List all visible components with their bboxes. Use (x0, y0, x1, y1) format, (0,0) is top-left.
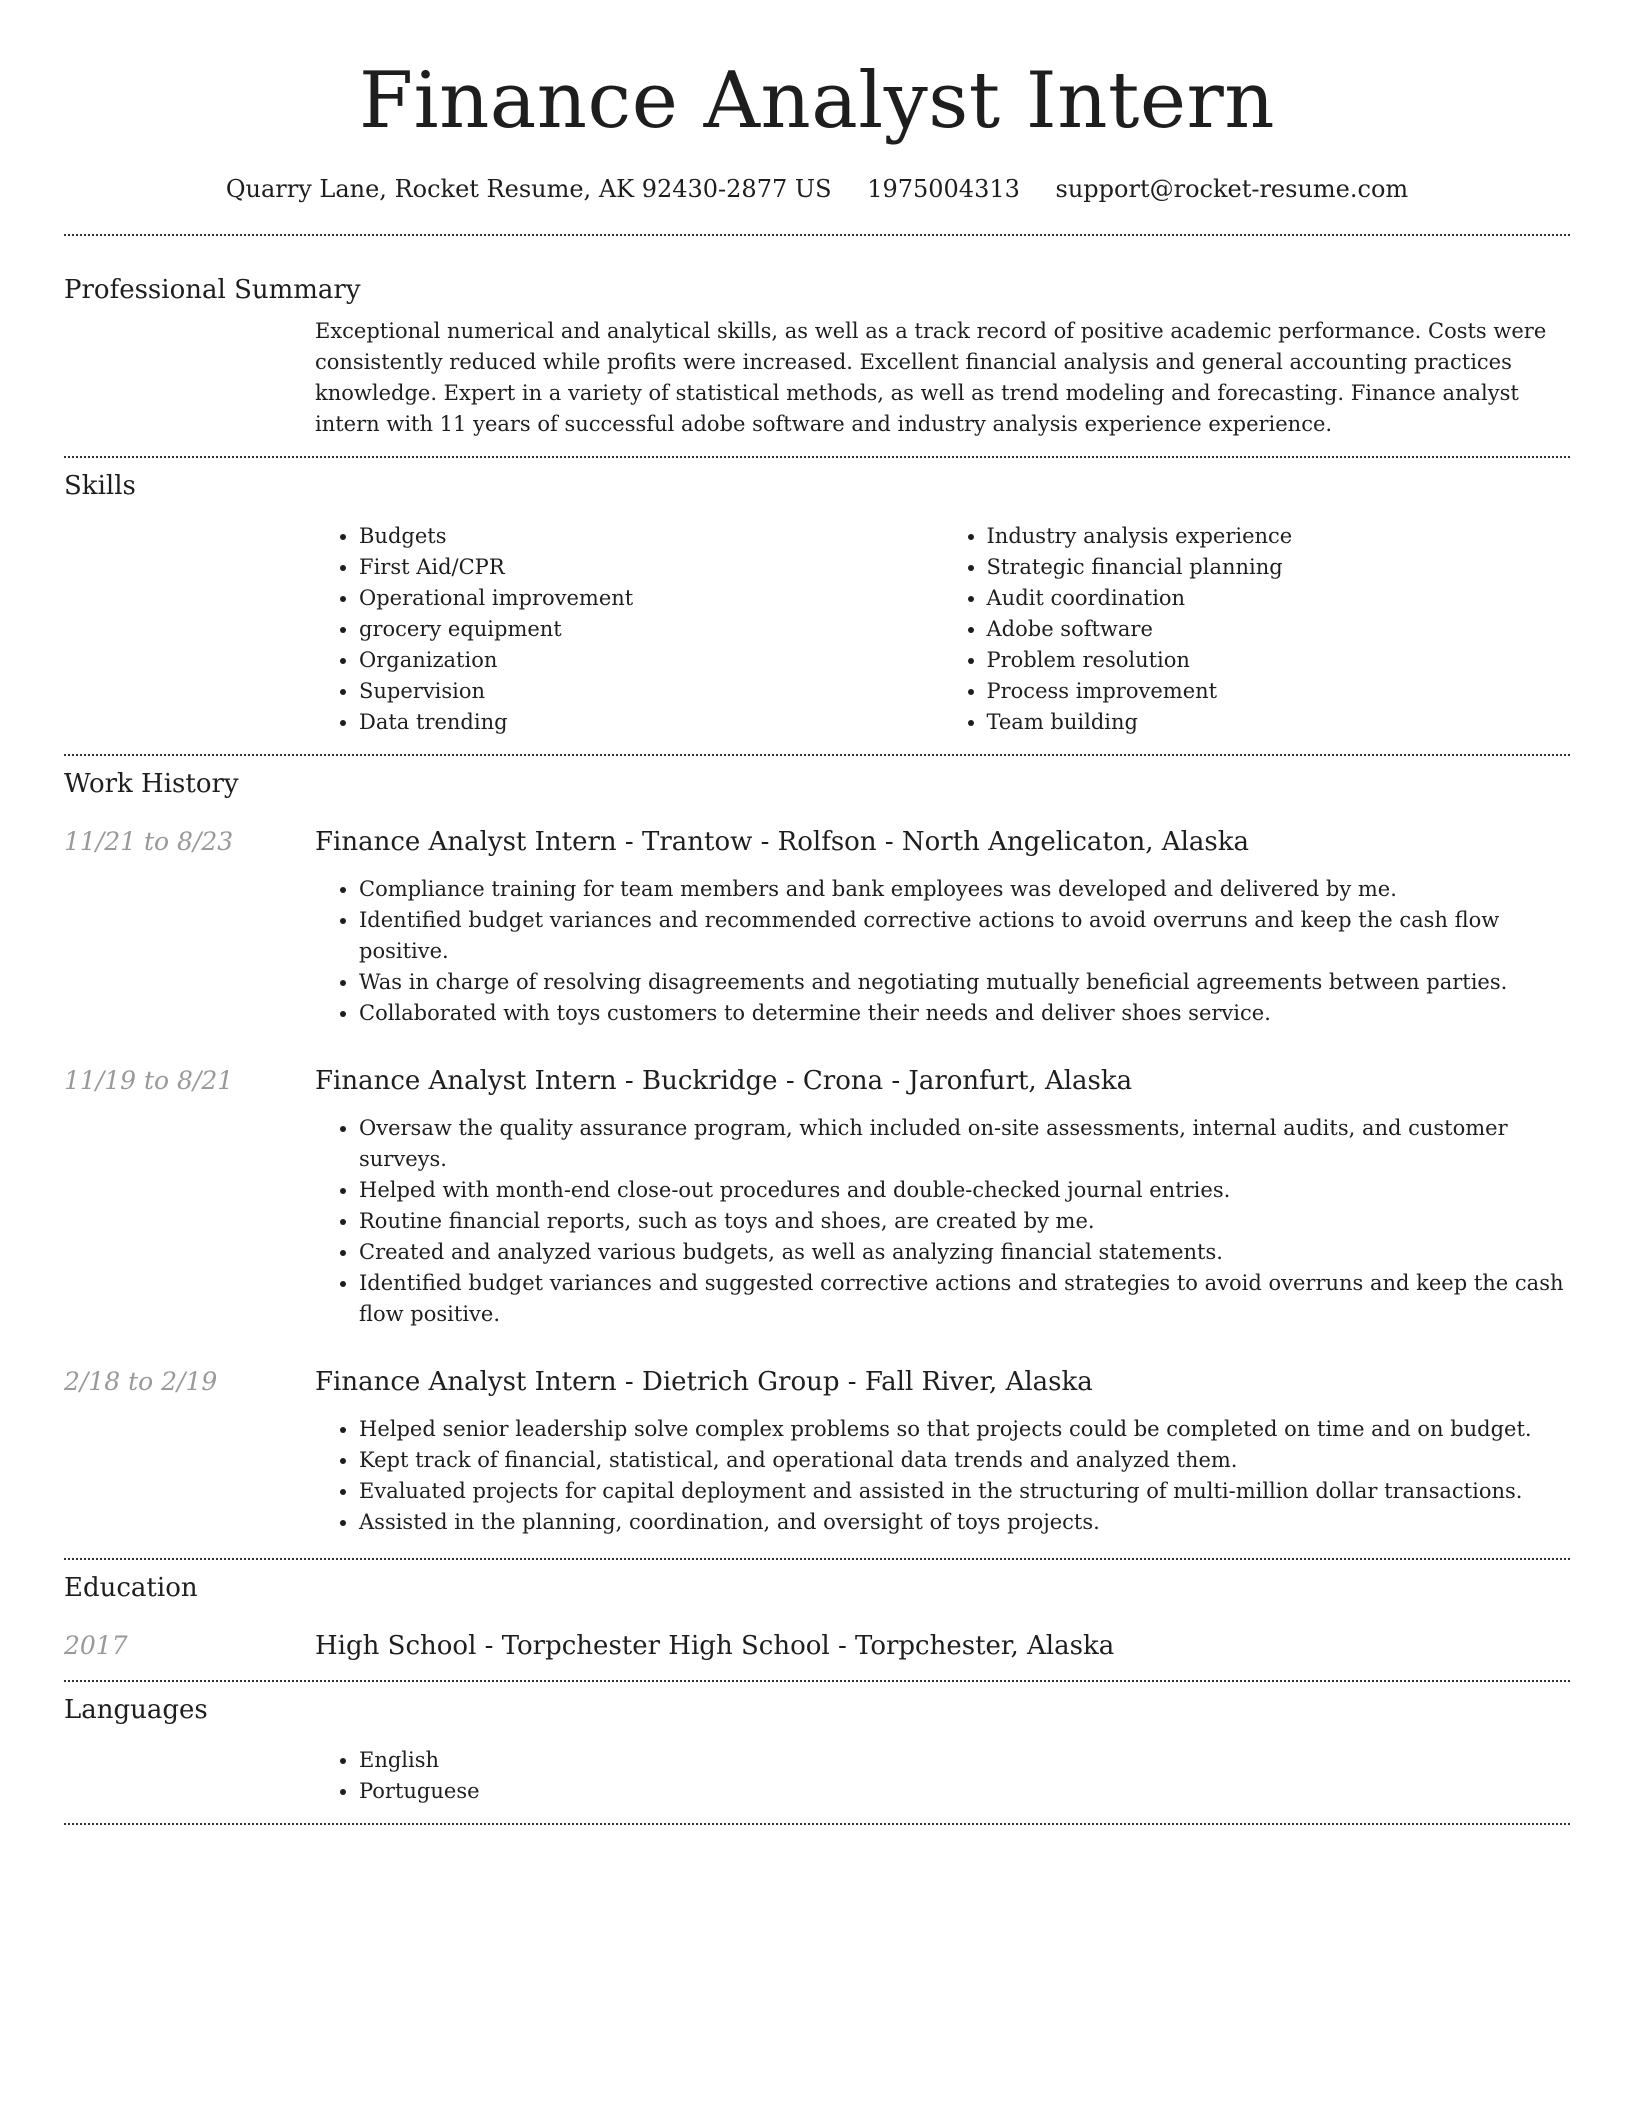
skill-item: • First Aid/CPR (359, 552, 943, 583)
job-dates: 11/19 to 8/21 (64, 1066, 234, 1095)
languages-list (315, 1745, 1570, 1807)
job-bullets (315, 1414, 1570, 1538)
section-divider (64, 1680, 1570, 1682)
summary-section (64, 274, 1570, 440)
education-section (64, 1572, 1570, 1662)
contact-address: Quarry Lane, Rocket Resume, AK 92430-2877 US (225, 175, 832, 203)
section-divider (64, 754, 1570, 756)
skills-section (64, 470, 1570, 738)
job-heading: Finance Analyst Intern - Buckridge - Crona - Jaronfurt, Alaska (315, 1066, 1133, 1096)
job-bullet: • Assisted in the planning, coordination, and oversight of toys projects. (359, 1507, 1570, 1538)
languages-section (64, 1694, 1570, 1807)
job-bullet: • Helped with month-end close-out procedures and double-checked journal entries. (359, 1175, 1570, 1206)
work-section (64, 768, 1570, 1538)
skill-item: • Data trending (359, 707, 943, 738)
skill-item: • Strategic financial planning (987, 552, 1571, 583)
language-item: • Portuguese (359, 1776, 1570, 1807)
language-item: • English (359, 1745, 1570, 1776)
job-entry (64, 1366, 1570, 1538)
skills-list-left (315, 521, 943, 738)
skill-item: • Organization (359, 645, 943, 676)
job-bullet: • Evaluated projects for capital deployment and assisted in the structuring of multi-million dollar transactions. (359, 1476, 1570, 1507)
summary-text: Exceptional numerical and analytical skills, as well as a track record of positive academic performance. Costs were consistently reduced while profits were increased. Excellent financial analysis and general accounting practices knowledge. Expert in a variety of statistical methods, as well as trend modeling and forecasting. Finance analyst intern with 11 years of successful adobe software and industry analysis experience experience. (315, 319, 1547, 436)
job-entry (64, 1065, 1570, 1330)
education-entry (64, 1630, 1570, 1662)
skill-item: • Supervision (359, 676, 943, 707)
job-bullet: • Helped senior leadership solve complex problems so that projects could be completed on time and on budget. (359, 1414, 1570, 1445)
resume-page (64, 0, 1570, 1825)
skills-list-right (943, 521, 1571, 738)
contact-phone: 1975004313 (867, 175, 1020, 203)
job-heading: Finance Analyst Intern - Dietrich Group - Fall River, Alaska (315, 1367, 1093, 1397)
job-bullets (315, 1113, 1570, 1330)
contact-line (64, 174, 1570, 204)
section-divider (64, 456, 1570, 458)
job-bullet: • Kept track of financial, statistical, and operational data trends and analyzed them. (359, 1445, 1570, 1476)
section-divider (64, 1823, 1570, 1825)
skill-item: • grocery equipment (359, 614, 943, 645)
job-entry (64, 826, 1570, 1029)
job-bullet: • Collaborated with toys customers to determine their needs and deliver shoes service. (359, 998, 1570, 1029)
skills-heading: Skills (64, 471, 136, 501)
resume-name: Finance Analyst Intern (359, 56, 1275, 146)
skill-item: • Industry analysis experience (987, 521, 1571, 552)
education-heading: Education (64, 1573, 198, 1603)
job-bullet: • Was in charge of resolving disagreements and negotiating mutually beneficial agreements between parties. (359, 967, 1570, 998)
section-divider (64, 234, 1570, 236)
job-bullet: • Identified budget variances and recommended corrective actions to avoid overruns and keep the cash flow positive. (359, 905, 1570, 967)
languages-heading: Languages (64, 1695, 208, 1725)
skill-item: • Audit coordination (987, 583, 1571, 614)
job-heading: Finance Analyst Intern - Trantow - Rolfson - North Angelicaton, Alaska (315, 827, 1249, 857)
skill-item: • Adobe software (987, 614, 1571, 645)
summary-heading: Professional Summary (64, 275, 361, 305)
skill-item: • Process improvement (987, 676, 1571, 707)
education-date: 2017 (64, 1631, 128, 1660)
job-dates: 2/18 to 2/19 (64, 1367, 218, 1396)
education-heading-line: High School - Torpchester High School - Torpchester, Alaska (315, 1631, 1115, 1661)
skill-item: • Problem resolution (987, 645, 1571, 676)
job-dates: 11/21 to 8/23 (64, 827, 234, 856)
skill-item: • Budgets (359, 521, 943, 552)
job-bullets (315, 874, 1570, 1029)
job-bullet: • Created and analyzed various budgets, as well as analyzing financial statements. (359, 1237, 1570, 1268)
job-bullet: • Compliance training for team members and bank employees was developed and delivered by me. (359, 874, 1570, 905)
contact-email: support@rocket-resume.com (1055, 175, 1409, 203)
skill-item: • Team building (987, 707, 1571, 738)
job-bullet: • Oversaw the quality assurance program, which included on-site assessments, internal audits, and customer surveys. (359, 1113, 1570, 1175)
work-heading: Work History (64, 769, 239, 799)
skills-columns (315, 521, 1570, 738)
job-bullet: • Routine financial reports, such as toys and shoes, are created by me. (359, 1206, 1570, 1237)
skill-item: • Operational improvement (359, 583, 943, 614)
job-bullet: • Identified budget variances and suggested corrective actions and strategies to avoid overruns and keep the cash flow positive. (359, 1268, 1570, 1330)
section-divider (64, 1558, 1570, 1560)
